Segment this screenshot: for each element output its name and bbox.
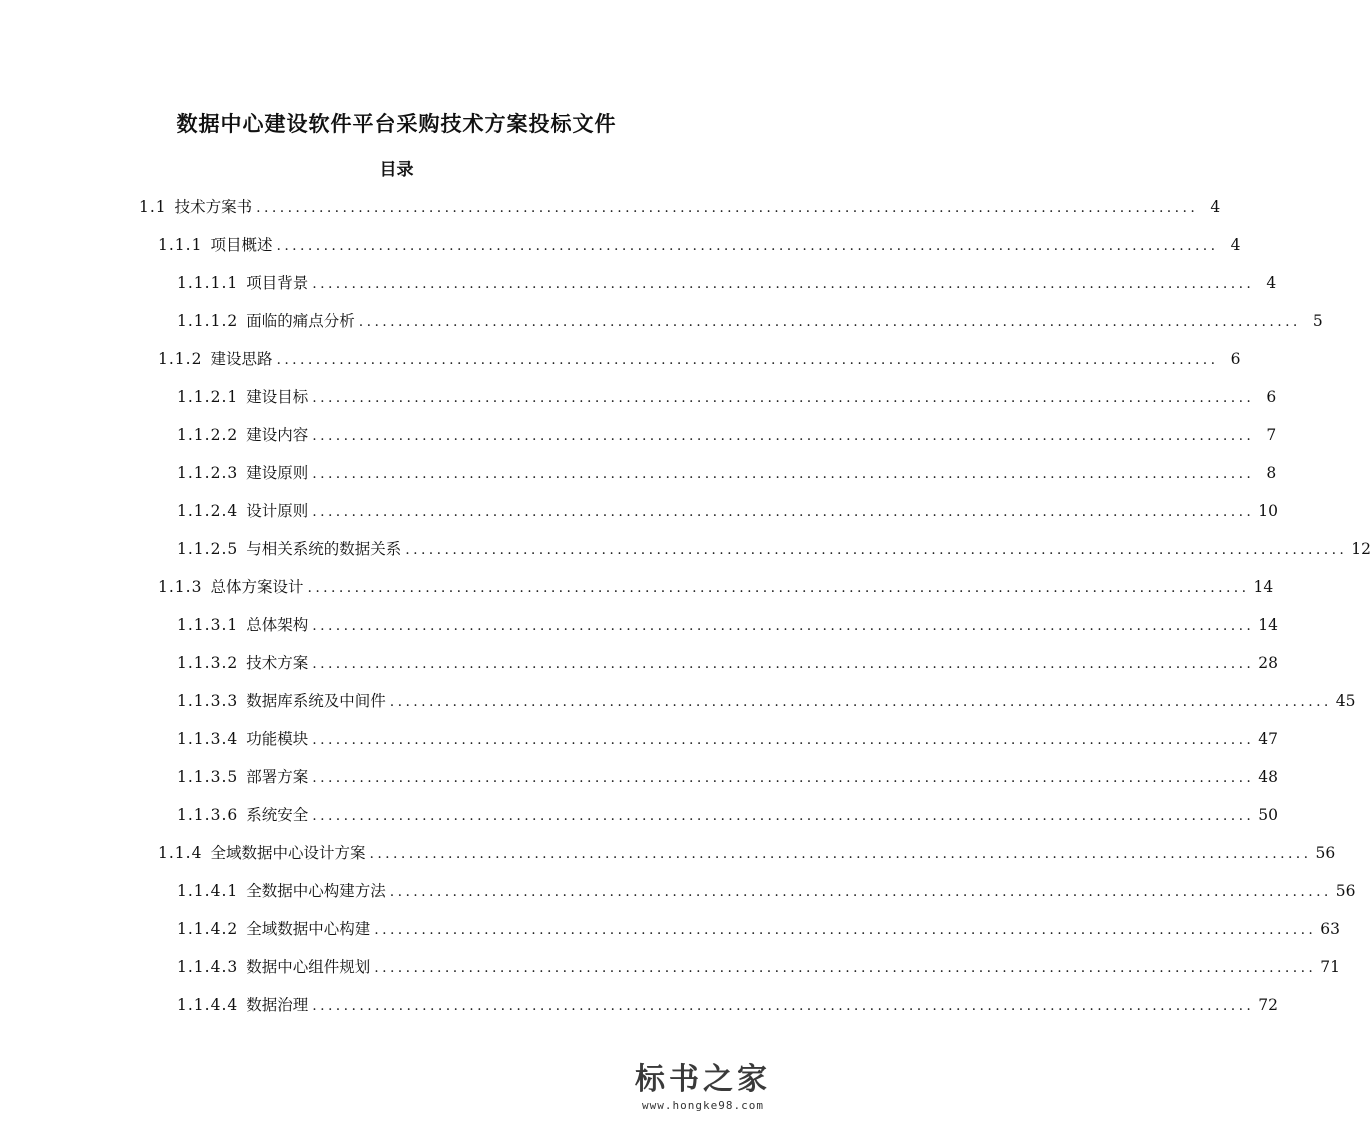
toc-entry-page: 14 (1253, 578, 1274, 596)
toc-heading: 目录 (379, 160, 414, 180)
toc-entry-page: 47 (1258, 730, 1279, 748)
toc-entry-number: 1.1.3.2 (177, 654, 239, 672)
toc-entry-number: 1.1.4.1 (177, 882, 239, 900)
toc-entry-label: 全域数据中心构建 (246, 920, 371, 938)
watermark-logo (623, 1062, 783, 1114)
toc-leader-dots: ........................................................................................................................ (307, 580, 1250, 596)
toc-leader-dots: ........................................................................................................................ (312, 466, 1255, 482)
toc-entry-page: 56 (1315, 844, 1336, 862)
toc-entry-number: 1.1.3.6 (177, 806, 239, 824)
toc-leader-dots: ........................................................................................................................ (312, 732, 1255, 748)
toc-entry-label: 数据治理 (246, 996, 309, 1014)
toc-entry-page: 45 (1335, 692, 1356, 710)
toc-entry-page: 8 (1266, 464, 1277, 482)
toc-entry-page: 63 (1320, 920, 1341, 938)
toc-leader-dots: ........................................................................................................................ (276, 352, 1219, 368)
toc-entry-number: 1.1.1.1 (177, 274, 239, 292)
toc-leader-dots: ........................................................................................................................ (312, 808, 1255, 824)
toc-entry-number: 1.1.4.4 (177, 996, 239, 1014)
toc-entry[interactable] (177, 606, 1279, 644)
toc-entry[interactable] (177, 378, 1277, 416)
toc-entry-number: 1.1.4 (158, 844, 203, 862)
toc-entry-number: 1.1.3.1 (177, 616, 239, 634)
toc-entry-label: 技术方案 (246, 654, 309, 672)
toc-entry-page: 71 (1320, 958, 1341, 976)
toc-entry-number: 1.1.4.3 (177, 958, 239, 976)
toc-entry-page: 28 (1258, 654, 1279, 672)
toc-entry-page: 56 (1335, 882, 1356, 900)
watermark-url: www.hongke98.com (642, 1099, 764, 1112)
toc-leader-dots: ........................................................................................................................ (405, 542, 1348, 558)
toc-entry-page: 14 (1258, 616, 1279, 634)
toc-entry-page: 10 (1258, 502, 1279, 520)
toc-entry-label: 设计原则 (246, 502, 309, 520)
toc-entry-label: 建设内容 (246, 426, 309, 444)
toc-leader-dots: ........................................................................................................................ (312, 428, 1255, 444)
toc-entry[interactable] (139, 188, 1221, 226)
toc-leader-dots: ........................................................................................................................ (312, 770, 1255, 786)
toc-leader-dots: ........................................................................................................................ (358, 314, 1301, 330)
toc-entry-label: 全数据中心构建方法 (246, 882, 386, 900)
toc-leader-dots: ........................................................................................................................ (312, 276, 1255, 292)
toc-entry-label: 功能模块 (246, 730, 309, 748)
toc-entry[interactable] (158, 340, 1241, 378)
toc-leader-dots: ........................................................................................................................ (312, 390, 1255, 406)
toc-leader-dots: ........................................................................................................................ (312, 504, 1255, 520)
toc-entry[interactable] (158, 568, 1274, 606)
toc-entry[interactable] (177, 758, 1279, 796)
toc-entry-number: 1.1.3.3 (177, 692, 239, 710)
toc-entry-label: 全域数据中心设计方案 (210, 844, 366, 862)
toc-entry-number: 1.1.1.2 (177, 312, 239, 330)
toc-leader-dots: ........................................................................................................................ (312, 656, 1255, 672)
toc-entry-page: 12 (1351, 540, 1371, 558)
toc-entry-label: 建设思路 (210, 350, 273, 368)
toc-leader-dots: ........................................................................................................................ (389, 884, 1332, 900)
toc-entry[interactable] (177, 530, 1371, 568)
toc-entry-number: 1.1.3.5 (177, 768, 239, 786)
toc-entry-number: 1.1.2.4 (177, 502, 239, 520)
toc-entry-number: 1.1 (139, 198, 167, 216)
toc-entry-label: 部署方案 (246, 768, 309, 786)
toc-entry[interactable] (177, 416, 1277, 454)
toc-entry-page: 50 (1258, 806, 1279, 824)
toc-entry-number: 1.1.3.4 (177, 730, 239, 748)
toc-entry[interactable] (177, 454, 1277, 492)
toc-entry-number: 1.1.2.3 (177, 464, 239, 482)
toc-entry-page: 6 (1230, 350, 1241, 368)
toc-entry-label: 与相关系统的数据关系 (246, 540, 402, 558)
toc-entry-number: 1.1.4.2 (177, 920, 239, 938)
toc-entry-number: 1.1.2.5 (177, 540, 239, 558)
toc-entry-label: 建设原则 (246, 464, 309, 482)
toc-entry-number: 1.1.3 (158, 578, 203, 596)
toc-leader-dots: ........................................................................................................................ (369, 846, 1312, 862)
toc-entry-label: 项目背景 (246, 274, 309, 292)
toc-entry-label: 项目概述 (210, 236, 273, 254)
toc-entry-label: 数据库系统及中间件 (246, 692, 386, 710)
toc-entry[interactable] (177, 720, 1279, 758)
toc-leader-dots: ........................................................................................................................ (312, 618, 1255, 634)
toc-entry-page: 4 (1266, 274, 1277, 292)
toc-entry-label: 数据中心组件规划 (246, 958, 371, 976)
toc-entry[interactable] (177, 872, 1356, 910)
toc-entry-label: 技术方案书 (174, 198, 253, 216)
toc-entry[interactable] (158, 226, 1241, 264)
document-title: 数据中心建设软件平台采购技术方案投标文件 (176, 112, 617, 136)
toc-leader-dots: ........................................................................................................................ (374, 960, 1317, 976)
toc-entry[interactable] (177, 644, 1279, 682)
toc-entry-label: 系统安全 (246, 806, 309, 824)
toc-entry[interactable] (158, 834, 1336, 872)
toc-leader-dots: ........................................................................................................................ (276, 238, 1219, 254)
toc-entry[interactable] (177, 796, 1279, 834)
toc-entry[interactable] (177, 682, 1356, 720)
toc-leader-dots: ........................................................................................................................ (374, 922, 1317, 938)
toc-entry[interactable] (177, 986, 1279, 1024)
toc-entry-number: 1.1.2 (158, 350, 203, 368)
toc-entry-number: 1.1.2.1 (177, 388, 239, 406)
watermark-title: 标书之家 (635, 1062, 771, 1097)
toc-entry-page: 6 (1266, 388, 1277, 406)
toc-entry[interactable] (177, 302, 1323, 340)
toc-entry[interactable] (177, 264, 1277, 302)
toc-entry-label: 建设目标 (246, 388, 309, 406)
toc-entry-page: 48 (1258, 768, 1279, 786)
toc-leader-dots: ........................................................................................................................ (389, 694, 1332, 710)
toc-entry-number: 1.1.1 (158, 236, 203, 254)
toc-entry-page: 5 (1312, 312, 1323, 330)
toc-entry-page: 7 (1266, 426, 1277, 444)
toc-entry-page: 4 (1230, 236, 1241, 254)
toc-entry-number: 1.1.2.2 (177, 426, 239, 444)
toc-entry[interactable] (177, 492, 1279, 530)
toc-entry-label: 总体方案设计 (210, 578, 304, 596)
toc-leader-dots: ........................................................................................................................ (312, 998, 1255, 1014)
toc-entry-page: 72 (1258, 996, 1279, 1014)
toc-entry-label: 总体架构 (246, 616, 309, 634)
toc-entry[interactable] (177, 948, 1341, 986)
toc-leader-dots: ........................................................................................................................ (256, 200, 1199, 216)
toc-entry-label: 面临的痛点分析 (246, 312, 355, 330)
toc-entry-page: 4 (1210, 198, 1221, 216)
toc-entry[interactable] (177, 910, 1341, 948)
